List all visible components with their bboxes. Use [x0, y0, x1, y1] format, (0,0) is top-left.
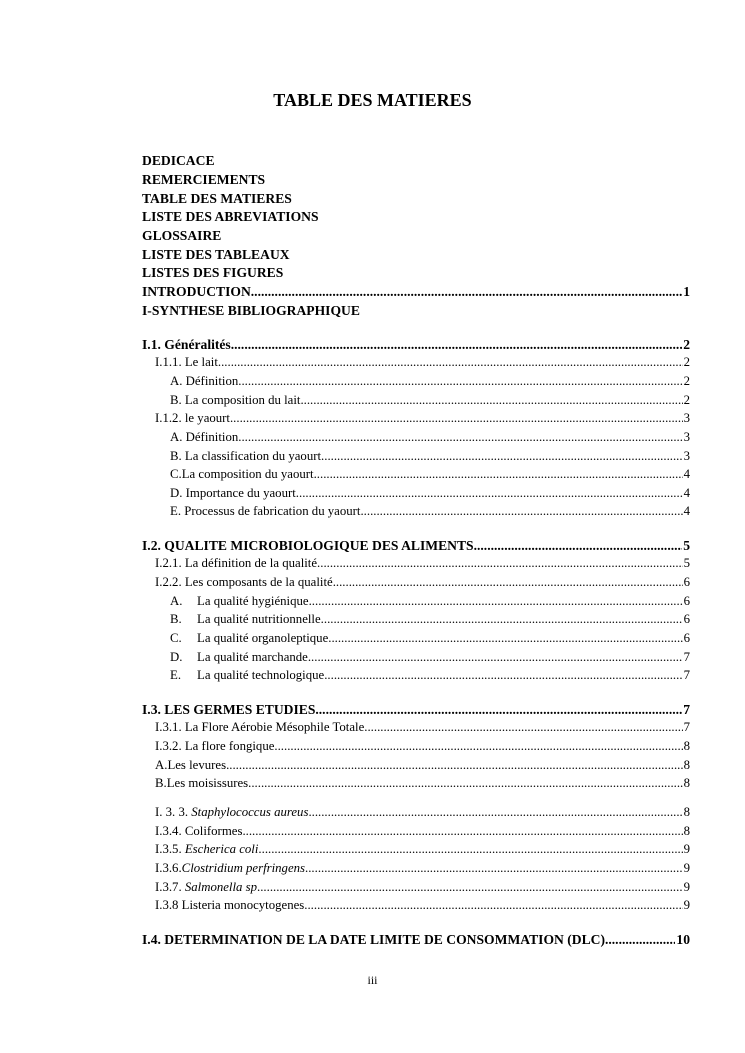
toc-entry[interactable]: C. La qualité organoleptique ..... 6 [170, 630, 690, 647]
toc-front-listes-figures: LISTES DES FIGURES [142, 265, 284, 280]
toc-front-table-des-matieres: TABLE DES MATIERES [142, 191, 292, 206]
toc-entry-section[interactable]: I.1. Généralités ..... 2 [142, 336, 690, 353]
toc-entry[interactable]: E. Processus de fabrication du yaourt ..... 4 [170, 503, 690, 520]
toc-entry[interactable]: C.La composition du yaourt ..... 4 [170, 466, 690, 483]
toc-entry[interactable]: I.2.2. Les composants de la qualité ..... 6 [155, 574, 690, 591]
toc-entry[interactable]: A. Définition ..... 3 [170, 429, 690, 446]
toc-entry[interactable]: B. La qualité nutritionnelle ..... 6 [170, 611, 690, 628]
toc-entry[interactable]: I.3.6.Clostridium perfringens ..... 9 [155, 860, 690, 877]
toc-entry[interactable]: I.3.2. La flore fongique ..... 8 [155, 738, 690, 755]
toc-entry[interactable]: I.3.4. Coliformes ..... 8 [155, 823, 690, 840]
toc-entry[interactable]: I.3.1. La Flore Aérobie Mésophile Totale ..... 7 [155, 719, 690, 736]
toc-entry[interactable]: E. La qualité technologique ..... 7 [170, 667, 690, 684]
toc-entry[interactable]: D. La qualité marchande ..... 7 [170, 649, 690, 666]
toc-entry[interactable]: I.3.8 Listeria monocytogenes ..... 9 [155, 897, 690, 914]
toc-front-synthese: I-SYNTHESE BIBLIOGRAPHIQUE [142, 303, 360, 318]
toc-entry[interactable]: A. La qualité hygiénique ..... 6 [170, 593, 690, 610]
toc-entry-section[interactable]: I.2. QUALITE MICROBIOLOGIQUE DES ALIMENTS ..... 5 [142, 537, 690, 554]
toc-entry-section[interactable]: I.4. DETERMINATION DE LA DATE LIMITE DE CONSOMMATION (DLC) ..... 10 [142, 931, 690, 948]
toc-front-remerciements: REMERCIEMENTS [142, 172, 266, 187]
toc-entry[interactable]: B. La classification du yaourt ..... 3 [170, 448, 690, 465]
page-number: iii [367, 973, 378, 987]
toc-entry[interactable]: I.1.1. Le lait ..... 2 [155, 354, 690, 371]
toc-entry[interactable]: D. Importance du yaourt ..... 4 [170, 485, 690, 502]
toc-front-liste-tableaux: LISTE DES TABLEAUX [142, 247, 290, 262]
toc-entry[interactable]: I.1.2. le yaourt ..... 3 [155, 410, 690, 427]
toc-entry-introduction[interactable]: INTRODUCTION ..... 1 [142, 283, 690, 300]
toc-entry[interactable]: A. Définition ..... 2 [170, 373, 690, 390]
toc-entry[interactable]: B.Les moisissures ..... 8 [155, 775, 690, 792]
toc-entry-section[interactable]: I.3. LES GERMES ETUDIES ..... 7 [142, 701, 690, 718]
toc-entry[interactable]: A.Les levures ..... 8 [155, 757, 690, 774]
toc-entry[interactable]: I.2.1. La définition de la qualité ..... 5 [155, 555, 690, 572]
toc-entry[interactable]: I.3.5. Escherica coli ..... 9 [155, 841, 690, 858]
toc-entry[interactable]: I. 3. 3. Staphylococcus aureus ..... 8 [155, 804, 690, 821]
toc-front-liste-abreviations: LISTE DES ABREVIATIONS [142, 209, 319, 224]
toc-entry[interactable]: B. La composition du lait ..... 2 [170, 392, 690, 409]
toc-front-glossaire: GLOSSAIRE [142, 228, 222, 243]
toc-entry[interactable]: I.3.7. Salmonella sp ..... 9 [155, 879, 690, 896]
page-title: TABLE DES MATIERES [273, 90, 472, 110]
toc-front-dedicace: DEDICACE [142, 153, 215, 168]
